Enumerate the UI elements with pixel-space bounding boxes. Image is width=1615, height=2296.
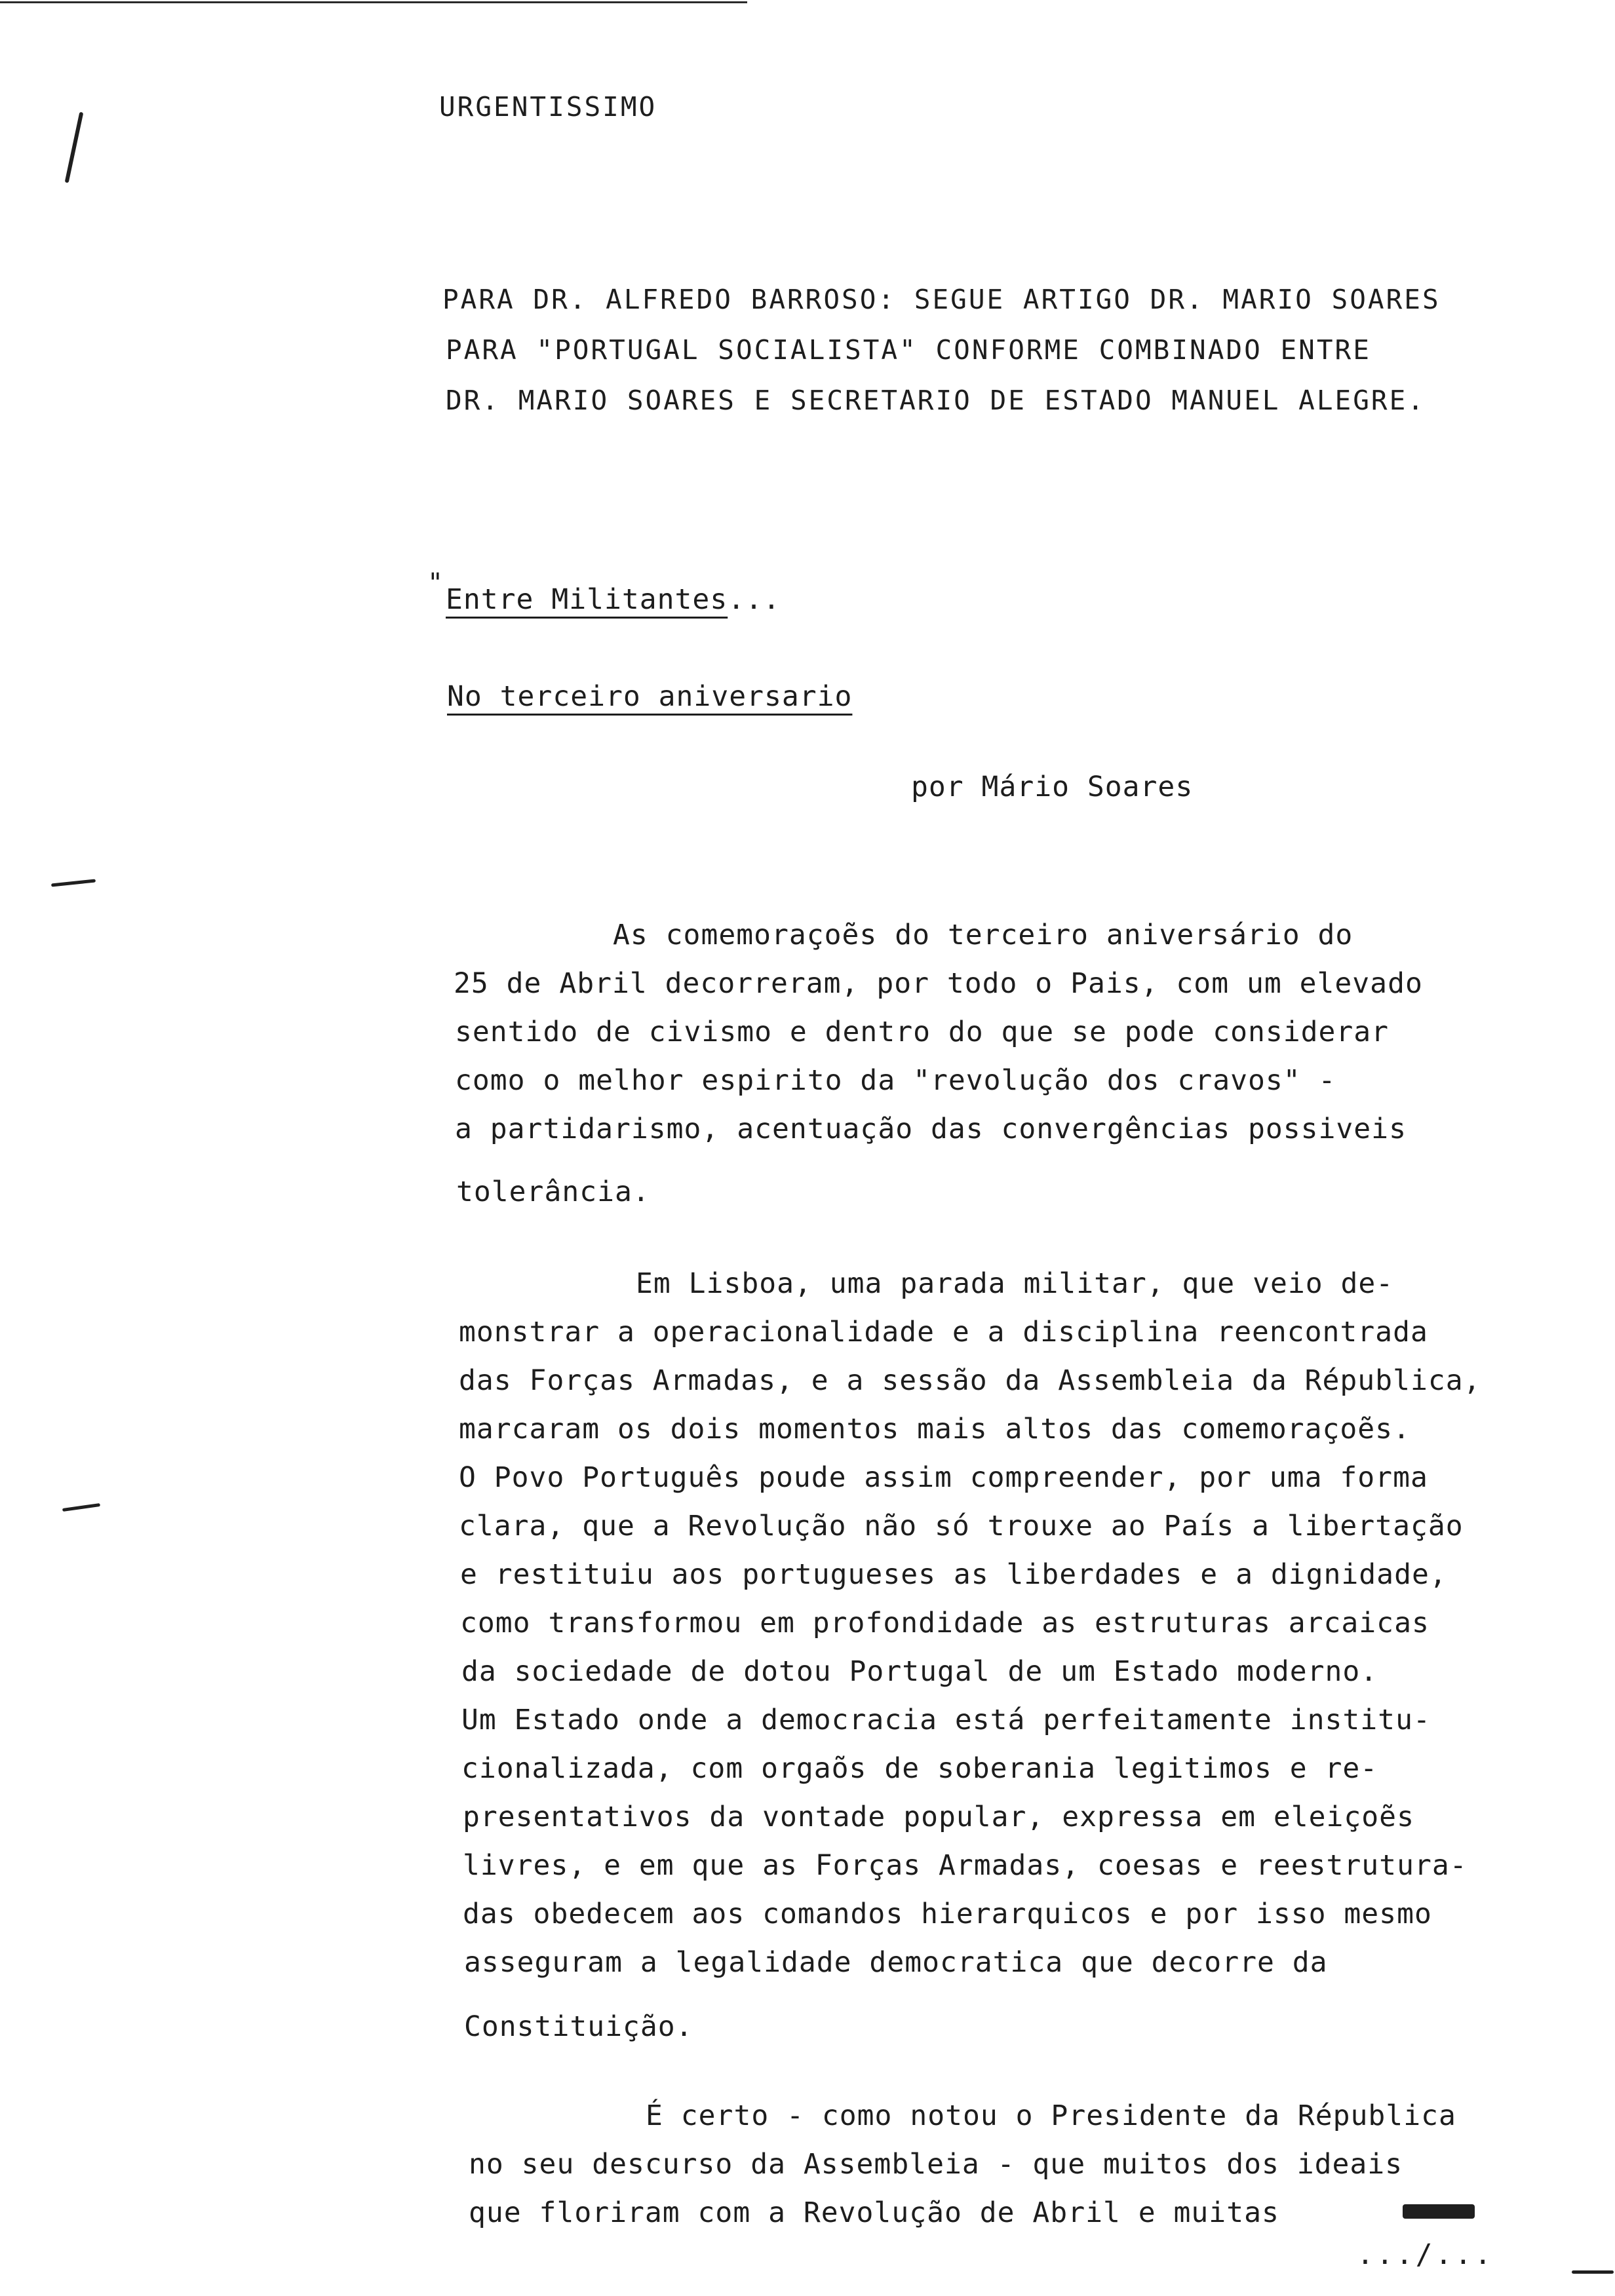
routing-line: PARA "PORTUGAL SOCIALISTA" CONFORME COMBINADO ENTRE — [446, 334, 1371, 366]
body-line: clara, que a Revolução não só trouxe ao País a libertação — [459, 1510, 1464, 1542]
margin-tick-mark — [51, 879, 96, 887]
body-line: sentido de civismo e dentro do que se pode considerar — [455, 1016, 1390, 1048]
body-line: cionalizada, com orgaõs de soberania legitimos e re- — [461, 1752, 1378, 1785]
body-line: marcaram os dois momentos mais altos das comemoraçoẽs. — [459, 1413, 1411, 1445]
byline: por Mário Soares — [911, 771, 1194, 803]
body-line: Constituição. — [464, 2010, 693, 2043]
margin-slash-mark — [65, 112, 84, 183]
body-line: como transformou em profondidade as estruturas arcaicas — [460, 1607, 1430, 1639]
body-line: As comemoraçoẽs do terceiro aniversário do — [613, 919, 1353, 951]
subtitle — [447, 678, 852, 716]
subtitle-text: No terceiro aniversario — [447, 680, 853, 713]
body-line: O Povo Português poude assim compreender, por uma forma — [459, 1461, 1428, 1494]
routing-line: DR. MARIO SOARES E SECRETARIO DE ESTADO MANUEL ALEGRE. — [446, 385, 1426, 416]
section-title — [446, 581, 781, 619]
body-line: das Forças Armadas, e a sessão da Assembleia da Républica, — [459, 1364, 1481, 1397]
body-line: presentativos da vontade popular, expressa em eleiçoẽs — [463, 1801, 1414, 1833]
body-line: É certo - como notou o Presidente da Républica — [646, 2099, 1456, 2132]
open-quote: " — [427, 568, 444, 598]
body-line: a partidarismo, acentuação das convergências possiveis — [455, 1113, 1407, 1145]
top-rule — [0, 1, 747, 3]
body-line: livres, e em que as Forças Armadas, coesas e reestrutura- — [463, 1849, 1468, 1882]
routing-line: PARA DR. ALFREDO BARROSO: SEGUE ARTIGO DR. MARIO SOARES — [442, 284, 1441, 315]
typewriter-strikeout — [1403, 2204, 1475, 2219]
margin-tick-mark — [62, 1503, 100, 1512]
body-line: Um Estado onde a democracia está perfeitamente institu- — [461, 1704, 1431, 1736]
section-title-ellipsis: ... — [728, 583, 781, 616]
body-line: no seu descurso da Assembleia - que muitos dos ideais — [469, 2148, 1403, 2181]
body-line: 25 de Abril decorreram, por todo o Pais, com um elevado — [454, 967, 1423, 1000]
section-title-text: Entre Militantes — [446, 583, 728, 616]
body-line: Em Lisboa, uma parada militar, que veio de- — [636, 1267, 1394, 1300]
body-line: asseguram a legalidade democratica que decorre da — [464, 1946, 1328, 1979]
continuation-mark: .../... — [1357, 2238, 1494, 2271]
body-line: e restituiu aos portugueses as liberdades e a dignidade, — [460, 1558, 1447, 1591]
body-line: como o melhor espirito da "revolução dos cravos" - — [455, 1064, 1336, 1097]
margin-tick-mark — [1572, 2270, 1614, 2274]
body-line: monstrar a operacionalidade e a disciplina reencontrada — [459, 1316, 1428, 1349]
urgent-label: URGENTISSIMO — [439, 91, 657, 123]
body-line: das obedecem aos comandos hierarquicos e por isso mesmo — [463, 1898, 1432, 1930]
body-line: tolerância. — [456, 1176, 650, 1208]
body-line: que floriram com a Revolução de Abril e muitas — [469, 2196, 1279, 2229]
body-line: da sociedade de dotou Portugal de um Estado moderno. — [461, 1655, 1378, 1688]
